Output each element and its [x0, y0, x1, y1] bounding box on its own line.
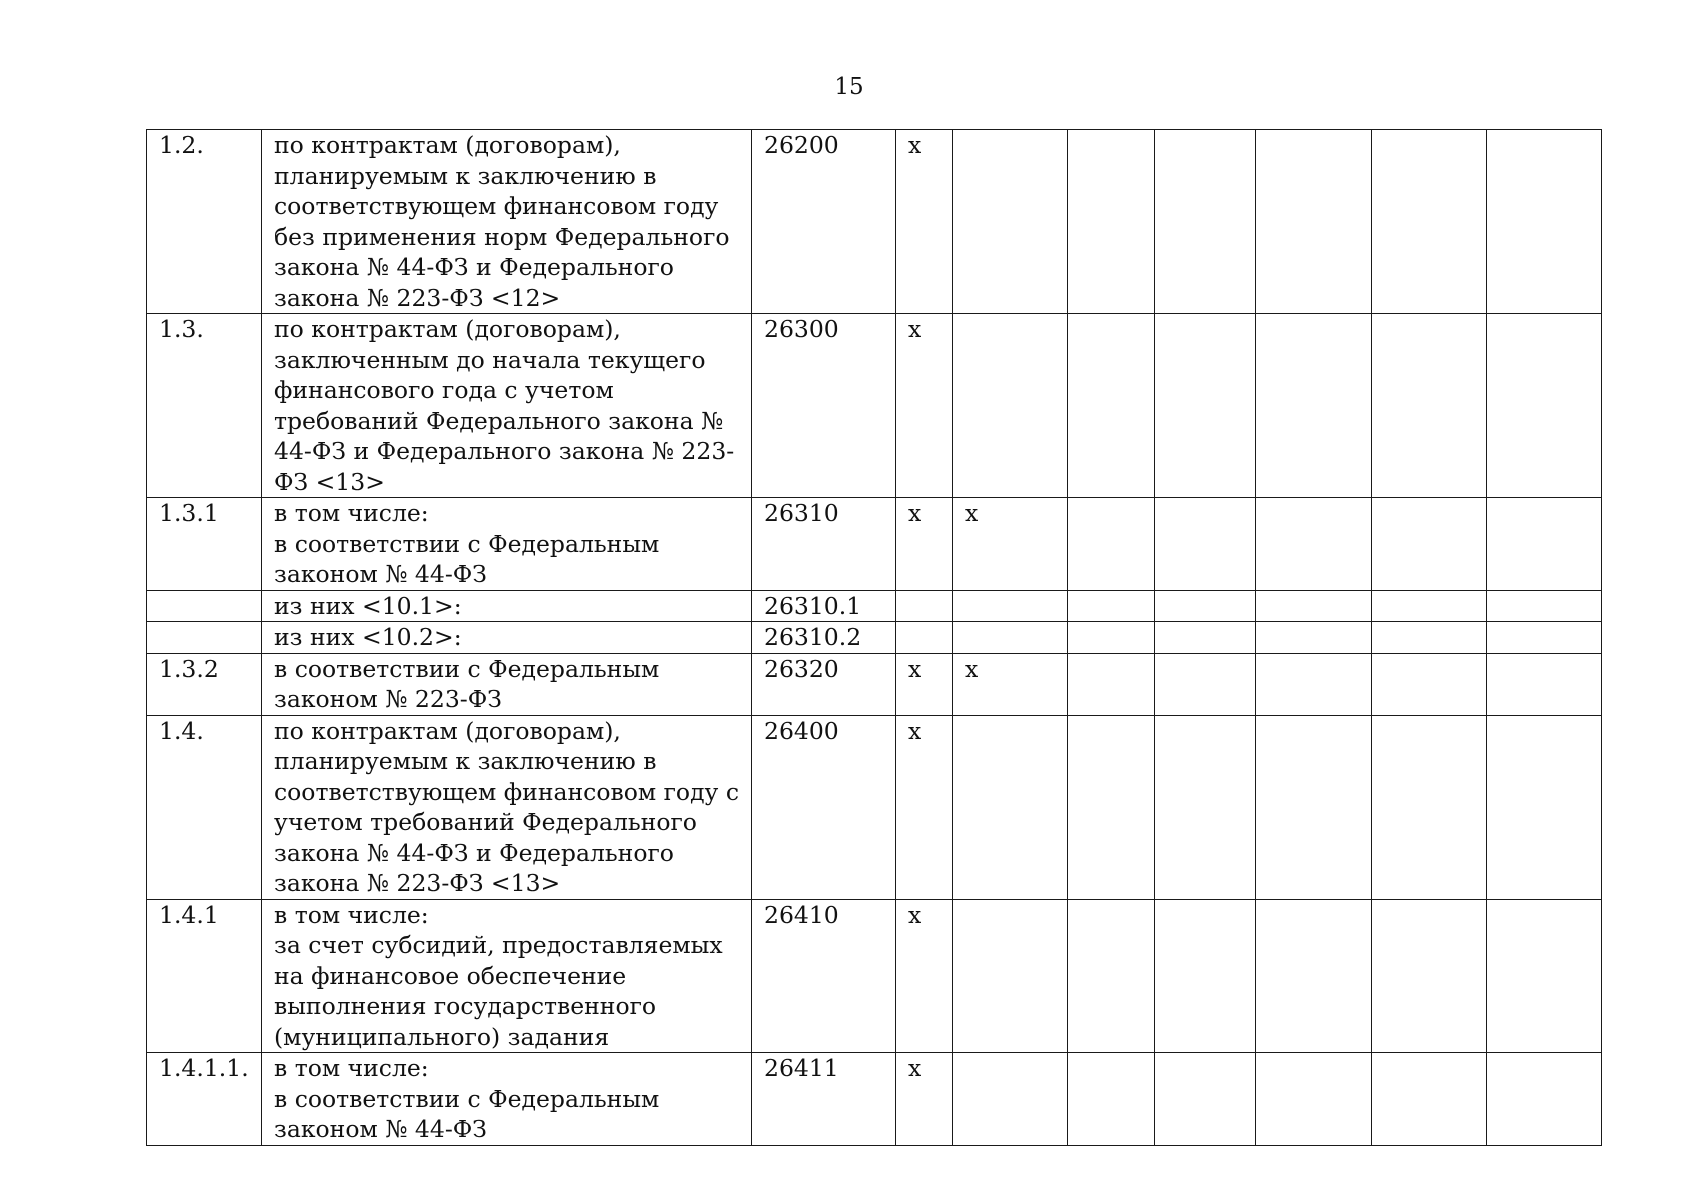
- column-4-cell: х: [896, 130, 953, 314]
- column-9-cell: [1372, 590, 1487, 622]
- row-number-cell: 1.4.1: [147, 899, 262, 1053]
- row-number-cell: [147, 622, 262, 654]
- column-8-cell: [1256, 653, 1372, 715]
- column-8-cell: [1256, 622, 1372, 654]
- column-7-cell: [1155, 622, 1256, 654]
- column-10-cell: [1487, 622, 1602, 654]
- column-4-cell: х: [896, 653, 953, 715]
- column-4-cell: [896, 622, 953, 654]
- row-description-cell: в том числе: в соответствии с Федеральным законом № 44-ФЗ: [262, 498, 752, 591]
- column-7-cell: [1155, 653, 1256, 715]
- table-row: [147, 653, 1602, 715]
- column-9-cell: [1372, 653, 1487, 715]
- row-description-cell: в том числе: за счет субсидий, предоставляемых на финансовое обеспечение выполнения государственного (муниципального) задания: [262, 899, 752, 1053]
- column-5-cell: [953, 899, 1068, 1053]
- row-description-cell: по контрактам (договорам), планируемым к заключению в соответствующем финансовом году с учетом требований Федерального закона № 44-ФЗ и Федерального закона № 223-ФЗ <13>: [262, 715, 752, 899]
- column-8-cell: [1256, 590, 1372, 622]
- row-code-cell: 26310.2: [752, 622, 896, 654]
- column-10-cell: [1487, 1053, 1602, 1146]
- column-4-cell: х: [896, 715, 953, 899]
- column-4-cell: [896, 590, 953, 622]
- column-5-cell: [953, 1053, 1068, 1146]
- column-10-cell: [1487, 715, 1602, 899]
- column-8-cell: [1256, 899, 1372, 1053]
- column-6-cell: [1068, 1053, 1155, 1146]
- table-row: [147, 622, 1602, 654]
- column-5-cell: [953, 622, 1068, 654]
- column-5-cell: [953, 314, 1068, 498]
- row-code-cell: 26411: [752, 1053, 896, 1146]
- column-7-cell: [1155, 130, 1256, 314]
- row-code-cell: 26300: [752, 314, 896, 498]
- column-6-cell: [1068, 653, 1155, 715]
- page-number: 15: [834, 74, 864, 100]
- column-9-cell: [1372, 130, 1487, 314]
- column-5-cell: х: [953, 498, 1068, 591]
- table-row: [147, 899, 1602, 1053]
- table-row: [147, 498, 1602, 591]
- column-9-cell: [1372, 899, 1487, 1053]
- column-5-cell: х: [953, 653, 1068, 715]
- column-9-cell: [1372, 1053, 1487, 1146]
- column-7-cell: [1155, 715, 1256, 899]
- row-code-cell: 26200: [752, 130, 896, 314]
- table-row: [147, 130, 1602, 314]
- row-code-cell: 26310: [752, 498, 896, 591]
- column-6-cell: [1068, 590, 1155, 622]
- row-description-cell: из них <10.1>:: [262, 590, 752, 622]
- column-8-cell: [1256, 715, 1372, 899]
- column-9-cell: [1372, 715, 1487, 899]
- column-7-cell: [1155, 590, 1256, 622]
- column-4-cell: х: [896, 1053, 953, 1146]
- column-6-cell: [1068, 715, 1155, 899]
- table-row: [147, 314, 1602, 498]
- column-10-cell: [1487, 590, 1602, 622]
- column-7-cell: [1155, 1053, 1256, 1146]
- row-description-cell: по контрактам (договорам), планируемым к заключению в соответствующем финансовом году без применения норм Федерального закона № 44-ФЗ и Федерального закона № 223-ФЗ <12>: [262, 130, 752, 314]
- table-body: [147, 130, 1602, 1146]
- row-number-cell: 1.3.: [147, 314, 262, 498]
- column-6-cell: [1068, 899, 1155, 1053]
- column-5-cell: [953, 590, 1068, 622]
- column-4-cell: х: [896, 899, 953, 1053]
- column-9-cell: [1372, 314, 1487, 498]
- column-10-cell: [1487, 130, 1602, 314]
- row-code-cell: 26410: [752, 899, 896, 1053]
- row-number-cell: 1.3.1: [147, 498, 262, 591]
- row-description-cell: по контрактам (договорам), заключенным до начала текущего финансового года с учетом требований Федерального закона № 44-ФЗ и Федерального закона № 223-ФЗ <13>: [262, 314, 752, 498]
- row-code-cell: 26320: [752, 653, 896, 715]
- row-description-cell: из них <10.2>:: [262, 622, 752, 654]
- column-5-cell: [953, 715, 1068, 899]
- column-10-cell: [1487, 314, 1602, 498]
- column-8-cell: [1256, 1053, 1372, 1146]
- row-number-cell: 1.3.2: [147, 653, 262, 715]
- row-number-cell: [147, 590, 262, 622]
- row-number-cell: 1.2.: [147, 130, 262, 314]
- column-6-cell: [1068, 314, 1155, 498]
- column-10-cell: [1487, 899, 1602, 1053]
- row-description-cell: в том числе: в соответствии с Федеральным законом № 44-ФЗ: [262, 1053, 752, 1146]
- row-number-cell: 1.4.1.1.: [147, 1053, 262, 1146]
- column-4-cell: х: [896, 498, 953, 591]
- column-7-cell: [1155, 899, 1256, 1053]
- row-code-cell: 26400: [752, 715, 896, 899]
- table-row: [147, 1053, 1602, 1146]
- column-7-cell: [1155, 314, 1256, 498]
- column-10-cell: [1487, 653, 1602, 715]
- table-row: [147, 715, 1602, 899]
- column-4-cell: х: [896, 314, 953, 498]
- column-8-cell: [1256, 498, 1372, 591]
- column-9-cell: [1372, 498, 1487, 591]
- column-6-cell: [1068, 622, 1155, 654]
- column-6-cell: [1068, 130, 1155, 314]
- table-row: [147, 590, 1602, 622]
- column-6-cell: [1068, 498, 1155, 591]
- row-number-cell: 1.4.: [147, 715, 262, 899]
- column-8-cell: [1256, 130, 1372, 314]
- column-9-cell: [1372, 622, 1487, 654]
- column-8-cell: [1256, 314, 1372, 498]
- column-7-cell: [1155, 498, 1256, 591]
- row-description-cell: в соответствии с Федеральным законом № 223-ФЗ: [262, 653, 752, 715]
- column-5-cell: [953, 130, 1068, 314]
- column-10-cell: [1487, 498, 1602, 591]
- row-code-cell: 26310.1: [752, 590, 896, 622]
- budget-table: [146, 129, 1602, 1146]
